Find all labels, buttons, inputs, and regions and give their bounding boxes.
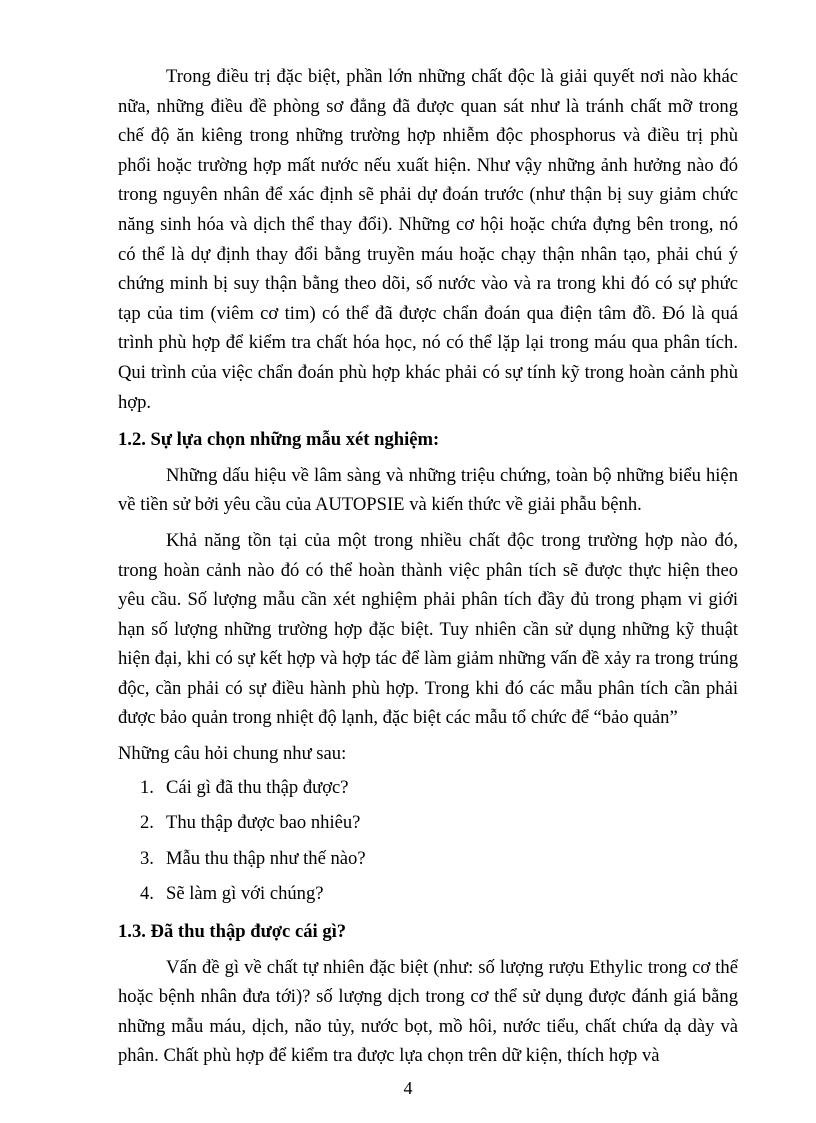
- list-item-number: 1.: [140, 776, 154, 798]
- paragraph-common-questions: Những câu hỏi chung như sau:: [118, 743, 347, 765]
- list-item: [118, 879, 738, 909]
- list-item-text: Mẫu thu thập như thế nào?: [166, 847, 366, 869]
- list-item-text: Thu thập được bao nhiêu?: [166, 812, 361, 834]
- paragraph-clinical-signs: Những dấu hiệu về lâm sàng và những triệu chứng, toàn bộ những biểu hiện về tiền sử bởi yêu cầu của AUTOPSIE và kiến thức về giải phẫu bệnh.: [118, 464, 738, 516]
- section-heading-1-2: 1.2. Sự lựa chọn những mẫu xét nghiệm:: [118, 429, 440, 451]
- question-list: [118, 773, 738, 909]
- section-heading-1-3: 1.3. Đã thu thập được cái gì?: [118, 921, 347, 943]
- list-item-number: 4.: [140, 883, 154, 905]
- list-item: [118, 808, 738, 838]
- list-item-text: Cái gì đã thu thập được?: [166, 776, 349, 798]
- list-item-number: 2.: [140, 812, 154, 834]
- paragraph-sample-analysis: Khả năng tồn tại của một trong nhiều chất độc trong trường hợp nào đó, trong hoàn cảnh nào đó có thể hoàn thành việc phân tích sẽ được thực hiện theo yêu cầu. Số lượng mẫu cần xét nghiệm phải phân tích đầy đủ trong phạm vi giới hạn số lượng những trường hợp đặc biệt. Tuy nhiên cần sử dụng những kỹ thuật hiện đại, khi có sự kết hợp và hợp tác để làm giảm những vấn đề xảy ra trong trúng độc, cần phải có sự điều hành phù hợp. Trong khi đó các mẫu phân tích cần phải được bảo quản trong nhiệt độ lạnh, đặc biệt các mẫu tổ chức để “bảo quản”: [118, 529, 738, 729]
- document-page: [118, 62, 738, 1071]
- paragraph-natural-substance: Vấn đề gì về chất tự nhiên đặc biệt (như: số lượng rượu Ethylic trong cơ thể hoặc bệnh nhân đưa tới)? số lượng dịch trong cơ thể sử dụng được đánh giá bằng những mẫu máu, dịch, não tủy, nước bọt, mồ hôi, nước tiểu, chất chứa dạ dày và phân. Chất phù hợp để kiểm tra được lựa chọn trên dữ kiện, thích hợp và: [118, 956, 738, 1067]
- page-number: 4: [403, 1078, 413, 1098]
- list-item: [118, 773, 738, 803]
- list-item-text: Sẽ làm gì với chúng?: [166, 883, 324, 905]
- list-item: [118, 844, 738, 874]
- paragraph-treatment: Trong điều trị đặc biệt, phần lớn những chất độc là giải quyết nơi nào khác nữa, những điều đề phòng sơ đẳng đã được quan sát như là tránh chất mỡ trong chế độ ăn kiêng trong những trường hợp nhiễm độc phosphorus và điều trị phù phổi hoặc trường hợp mất nước nếu xuất hiện. Như vậy những ảnh hưởng nào đó trong nguyên nhân để xác định sẽ phải dự đoán trước (như thận bị suy giảm chức năng sinh hóa và dịch thể thay đổi). Những cơ hội hoặc chứa đựng bên trong, nó có thể là dự định thay đổi bằng truyền máu hoặc chạy thận nhân tạo, phải chú ý chứng minh bị suy thận bằng theo dõi, số nước vào và ra trong khi đó có sự phức tạp của tim (viêm cơ tim) có thể đã được chẩn đoán qua điện tâm đồ. Đó là quá trình phù hợp để kiểm tra chất hóa học, nó có thể lặp lại trong máu qua phân tích. Qui trình của việc chẩn đoán phù hợp khác phải có sự tính kỹ trong hoàn cảnh phù hợp.: [118, 66, 738, 413]
- list-item-number: 3.: [140, 847, 154, 869]
